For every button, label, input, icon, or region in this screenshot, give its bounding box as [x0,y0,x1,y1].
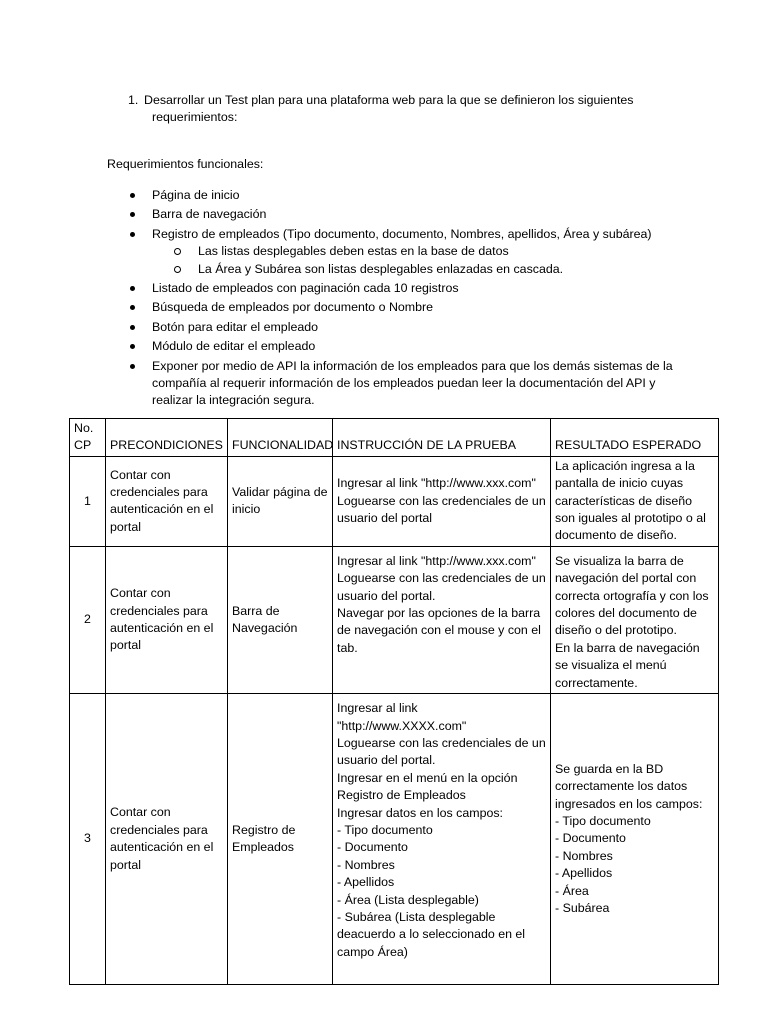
task-line-1: Desarrollar un Test plan para una plataforma web para la que se definieron los siguientes [144,93,634,107]
list-item: Página de inicio [128,187,688,204]
bullet-icon [130,344,135,349]
requirements-list [128,187,688,412]
cell-functionality: Validar página de inicio [228,456,333,546]
table-header-row [70,419,719,457]
bullet-icon [130,286,135,291]
list-item: Registro de empleados (Tipo documento, documento, Nombres, apellidos, Área y subárea) Las listas desplegables deben estas en la base de datos La Área y Subárea son listas desplegables enlazadas en cascada. [128,226,688,278]
task-item [128,92,688,127]
task-text [144,92,688,127]
sub-requirements-list [152,243,688,278]
bullet-icon [130,212,135,217]
cell-precondition: Contar con credenciales para autenticación en el portal [106,546,228,693]
cell-precondition: Contar con credenciales para autenticación en el portal [106,456,228,546]
bullet-icon [130,232,135,237]
bullet-icon [130,364,135,369]
test-cases-table [69,418,719,985]
header-no-cp: No. CP [70,419,106,457]
cell-functionality: Registro de Empleados [228,694,333,985]
cell-expected-result: Se visualiza la barra de navegación del portal con correcta ortografía y con los colores del documento de diseño o del prototipo. En la barra de navegación se visualiza el menú correctamente. [551,546,719,693]
table-row [70,694,719,985]
list-item: Búsqueda de empleados por documento o Nombre [128,299,688,316]
list-item: Módulo de editar el empleado [128,338,688,355]
cell-instruction: Ingresar al link "http://www.xxx.com" Loguearse con las credenciales de un usuario del portal. Navegar por las opciones de la barra de navegación con el mouse y con el tab. [333,546,551,693]
cell-case-number: 3 [70,694,106,985]
bullet-icon [130,193,135,198]
cell-expected-result: La aplicación ingresa a la pantalla de inicio cuyas características de diseño son iguales al prototipo o al documento de diseño. [551,456,719,546]
header-instruction: INSTRUCCIÓN DE LA PRUEBA [333,419,551,457]
list-item: Exponer por medio de API la información de los empleados para que los demás sistemas de la compañía al requerir información de los empleados puedan leer la documentación del API y realizar la integración segura. [128,358,688,410]
circle-bullet-icon [174,248,181,255]
cell-expected-result: Se guarda en la BD correctamente los datos ingresados en los campos: - Tipo documento - Documento - Nombres - Apellidos - Área - Subárea [551,694,719,985]
sub-list-item: Las listas desplegables deben estas en la base de datos [152,243,688,260]
requirements-title: Requerimientos funcionales: [107,157,264,171]
cell-case-number: 1 [70,456,106,546]
bullet-icon [130,325,135,330]
table-row [70,546,719,693]
header-preconditions: PRECONDICIONES [106,419,228,457]
table-row [70,456,719,546]
list-item: Botón para editar el empleado [128,319,688,336]
task-number: 1. [128,93,139,107]
header-expected-result: RESULTADO ESPERADO [551,419,719,457]
circle-bullet-icon [174,266,181,273]
header-functionality: FUNCIONALIDAD [228,419,333,457]
cell-instruction: Ingresar al link "http://www.xxx.com" Loguearse con las credenciales de un usuario del portal [333,456,551,546]
list-item: Barra de navegación [128,206,688,223]
cell-precondition: Contar con credenciales para autenticación en el portal [106,694,228,985]
sub-list-item: La Área y Subárea son listas desplegables enlazadas en cascada. [152,261,688,278]
list-item: Listado de empleados con paginación cada 10 registros [128,280,688,297]
cell-functionality: Barra de Navegación [228,546,333,693]
cell-case-number: 2 [70,546,106,693]
bullet-icon [130,305,135,310]
task-line-2: requerimientos: [152,110,238,125]
cell-instruction: Ingresar al link "http://www.XXXX.com" Loguearse con las credenciales de un usuario del portal. Ingresar en el menú en la opción Registro de Empleados Ingresar datos en los campos: - Tipo documento - Documento - Nombres - Apellidos - Área (Lista desplegable) - Subárea (Lista desplegable deacuerdo a lo seleccionado en el campo Área) [333,694,551,985]
